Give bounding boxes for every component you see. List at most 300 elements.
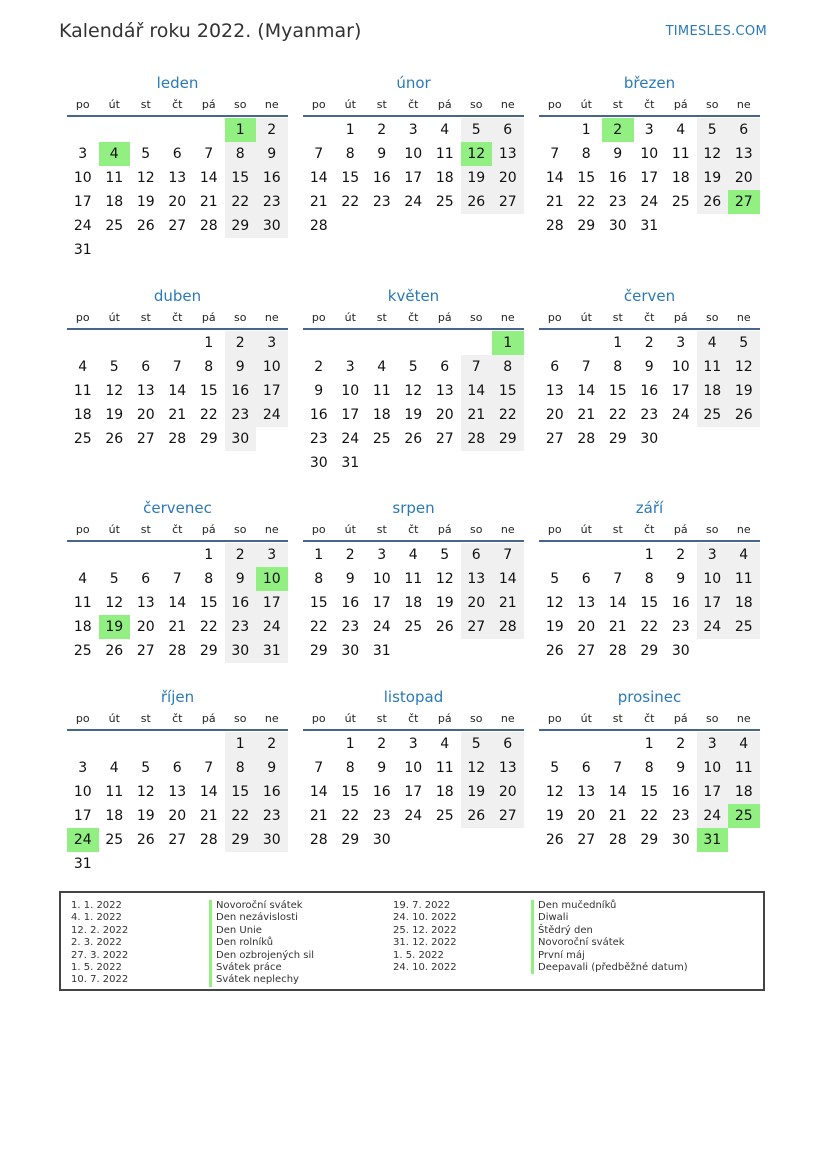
empty-cell — [99, 238, 131, 262]
day-cell: 27 — [136, 643, 155, 659]
week-row — [539, 828, 760, 852]
legend-date: 24. 10. 2022 — [393, 961, 457, 973]
day-cell: 4 — [408, 547, 418, 563]
day-cell: 7 — [314, 760, 324, 776]
day-cell: 25 — [73, 643, 92, 659]
empty-cell — [225, 238, 257, 262]
legend-left-names — [209, 900, 314, 987]
weekday-label: st — [612, 711, 623, 725]
week-row — [67, 190, 288, 214]
month-7 — [67, 497, 288, 663]
day-cell: 5 — [109, 571, 119, 587]
empty-cell — [398, 639, 430, 663]
day-cell: 30 — [309, 455, 328, 471]
week-row — [303, 118, 524, 142]
empty-cell — [539, 543, 571, 567]
day-cell: 7 — [581, 359, 591, 375]
empty-cell — [193, 118, 225, 142]
day-cell: 19 — [545, 808, 564, 824]
week-row — [539, 615, 760, 639]
day-cell: 7 — [204, 146, 214, 162]
empty-cell — [99, 732, 131, 756]
weekday-label: čt — [408, 711, 419, 725]
month-5 — [303, 285, 524, 475]
weekday-label: ne — [264, 711, 279, 725]
day-cell: 30 — [608, 218, 627, 234]
weekend-day-cell: 26 — [728, 403, 760, 427]
legend-holiday-name: Deepavali (předběžné datum) — [531, 962, 688, 974]
weekend-day-cell: 8 — [225, 142, 257, 166]
week-row — [539, 118, 760, 142]
month-name: leden — [156, 74, 199, 92]
weekend-day-cell: 7 — [492, 543, 524, 567]
day-cell: 7 — [172, 571, 182, 587]
legend-right-dates — [393, 900, 457, 974]
weekend-day-cell: 19 — [697, 166, 729, 190]
weekend-day-cell: 3 — [697, 732, 729, 756]
legend-right-names — [531, 900, 688, 974]
day-cell: 5 — [141, 146, 151, 162]
day-cell: 8 — [345, 760, 355, 776]
holiday-day-cell: 24 — [67, 828, 99, 852]
weekday-label: ne — [736, 711, 751, 725]
day-cell: 12 — [435, 571, 454, 587]
day-cell: 17 — [404, 170, 423, 186]
weekend-day-cell: 25 — [728, 615, 760, 639]
day-cell: 27 — [577, 643, 596, 659]
weekend-day-cell: 11 — [697, 355, 729, 379]
weekend-day-cell: 16 — [225, 591, 257, 615]
legend-holiday-name: Den rolníků — [209, 937, 314, 949]
weekday-header — [539, 519, 760, 539]
day-cell: 28 — [309, 218, 328, 234]
day-cell: 31 — [372, 643, 391, 659]
day-cell: 29 — [341, 832, 360, 848]
weekday-label: út — [108, 310, 120, 324]
weekend-day-cell: 17 — [697, 780, 729, 804]
weekday-label: ne — [500, 97, 515, 111]
day-cell: 16 — [671, 784, 690, 800]
weekend-day-cell: 30 — [256, 214, 288, 238]
weekend-day-cell: 29 — [492, 427, 524, 451]
day-cell: 10 — [73, 170, 92, 186]
weekend-day-cell: 11 — [728, 567, 760, 591]
day-cell: 7 — [613, 571, 623, 587]
weekend-day-cell: 28 — [461, 427, 493, 451]
weekend-day-cell: 21 — [461, 403, 493, 427]
day-cell: 4 — [440, 122, 450, 138]
weekday-label: út — [580, 711, 592, 725]
holiday-day-cell: 1 — [225, 118, 257, 142]
weekday-label: po — [311, 310, 326, 324]
day-cell: 18 — [73, 619, 92, 635]
legend-holiday-name: Novoroční svátek — [531, 937, 688, 949]
day-cell: 13 — [577, 595, 596, 611]
empty-cell — [602, 543, 634, 567]
weekend-day-cell: 17 — [256, 591, 288, 615]
day-cell: 17 — [404, 784, 423, 800]
week-row — [303, 403, 524, 427]
day-cell: 25 — [105, 218, 124, 234]
week-row — [303, 828, 524, 852]
empty-cell — [398, 828, 430, 852]
month-6 — [539, 285, 760, 451]
day-cell: 1 — [204, 335, 214, 351]
day-cell: 8 — [613, 359, 623, 375]
empty-cell — [492, 828, 524, 852]
week-row — [67, 118, 288, 142]
day-cell: 6 — [141, 359, 151, 375]
day-cell: 20 — [136, 619, 155, 635]
weekend-day-cell: 16 — [256, 166, 288, 190]
day-cell: 3 — [78, 760, 88, 776]
day-cell: 7 — [204, 760, 214, 776]
day-cell: 3 — [676, 335, 686, 351]
empty-cell — [602, 732, 634, 756]
day-cell: 8 — [314, 571, 324, 587]
weekday-label: čt — [644, 97, 655, 111]
week-row — [67, 427, 288, 451]
day-cell: 23 — [640, 407, 659, 423]
weekend-day-cell: 5 — [728, 331, 760, 355]
weekend-day-cell: 17 — [256, 379, 288, 403]
header-rule — [303, 328, 524, 330]
weekend-day-cell: 5 — [697, 118, 729, 142]
week-row — [303, 756, 524, 780]
empty-cell — [429, 828, 461, 852]
header-rule — [67, 328, 288, 330]
day-cell: 28 — [608, 832, 627, 848]
day-cell: 6 — [550, 359, 560, 375]
empty-cell — [492, 639, 524, 663]
day-cell: 21 — [199, 808, 218, 824]
day-cell: 15 — [309, 595, 328, 611]
empty-cell — [461, 331, 493, 355]
day-cell: 15 — [199, 595, 218, 611]
day-cell: 31 — [73, 856, 92, 872]
day-cell: 13 — [577, 784, 596, 800]
day-cell: 19 — [136, 194, 155, 210]
day-cell: 20 — [136, 407, 155, 423]
day-cell: 16 — [341, 595, 360, 611]
week-row — [539, 756, 760, 780]
weekday-label: čt — [408, 310, 419, 324]
empty-cell — [461, 828, 493, 852]
weekend-day-cell: 14 — [461, 379, 493, 403]
day-cell: 20 — [577, 808, 596, 824]
day-cell: 22 — [640, 808, 659, 824]
legend-holiday-name: Svátek neplechy — [209, 974, 314, 986]
empty-cell — [398, 214, 430, 238]
day-cell: 6 — [141, 571, 151, 587]
weekend-day-cell: 16 — [256, 780, 288, 804]
day-cell: 18 — [73, 407, 92, 423]
day-cell: 29 — [577, 218, 596, 234]
day-cell: 14 — [608, 784, 627, 800]
weekday-label: pá — [673, 310, 688, 324]
weekend-day-cell: 12 — [461, 756, 493, 780]
holiday-day-cell: 10 — [256, 567, 288, 591]
empty-cell — [728, 639, 760, 663]
weekday-label: po — [547, 711, 562, 725]
day-cell: 24 — [671, 407, 690, 423]
weekend-day-cell: 20 — [728, 166, 760, 190]
weekend-day-cell: 3 — [697, 543, 729, 567]
empty-cell — [697, 214, 729, 238]
month-9 — [539, 497, 760, 663]
day-cell: 23 — [671, 619, 690, 635]
weekday-label: út — [108, 711, 120, 725]
empty-cell — [162, 732, 194, 756]
day-cell: 26 — [545, 643, 564, 659]
weekday-label: út — [108, 97, 120, 111]
day-cell: 21 — [168, 407, 187, 423]
day-cell: 16 — [671, 595, 690, 611]
day-cell: 24 — [404, 808, 423, 824]
day-cell: 8 — [204, 359, 214, 375]
month-name: listopad — [383, 688, 444, 706]
day-cell: 30 — [372, 832, 391, 848]
weekday-label: st — [612, 97, 623, 111]
empty-cell — [67, 543, 99, 567]
weekend-day-cell: 15 — [225, 166, 257, 190]
empty-cell — [130, 543, 162, 567]
header-rule — [539, 729, 760, 731]
weekend-day-cell: 18 — [728, 591, 760, 615]
weekend-day-cell: 13 — [728, 142, 760, 166]
empty-cell — [67, 732, 99, 756]
weekday-label: pá — [201, 310, 216, 324]
weekday-label: pá — [437, 522, 452, 536]
day-cell: 4 — [377, 359, 387, 375]
legend-date: 10. 7. 2022 — [71, 974, 129, 986]
empty-cell — [539, 118, 571, 142]
empty-cell — [193, 852, 225, 876]
weekday-label: so — [706, 711, 719, 725]
empty-cell — [697, 639, 729, 663]
week-row — [67, 732, 288, 756]
holiday-day-cell: 2 — [602, 118, 634, 142]
weekend-day-cell: 24 — [256, 403, 288, 427]
empty-cell — [99, 118, 131, 142]
header-rule — [303, 115, 524, 117]
day-cell: 1 — [644, 547, 654, 563]
day-cell: 12 — [545, 784, 564, 800]
day-cell: 3 — [644, 122, 654, 138]
day-cell: 17 — [73, 808, 92, 824]
day-cell: 11 — [73, 383, 92, 399]
weekday-header — [67, 708, 288, 728]
header-rule — [303, 540, 524, 542]
holiday-day-cell: 19 — [99, 615, 131, 639]
weekend-day-cell: 23 — [256, 190, 288, 214]
week-row — [67, 567, 288, 591]
day-cell: 22 — [199, 619, 218, 635]
legend-holiday-name: Novoroční svátek — [209, 900, 314, 912]
weekday-label: so — [706, 97, 719, 111]
day-cell: 1 — [204, 547, 214, 563]
week-row — [303, 780, 524, 804]
weekday-label: so — [470, 97, 483, 111]
day-cell: 19 — [404, 407, 423, 423]
weekend-day-cell: 31 — [256, 639, 288, 663]
weekend-day-cell: 13 — [492, 142, 524, 166]
legend-holiday-name: Den nezávislosti — [209, 912, 314, 924]
header-rule — [539, 328, 760, 330]
holiday-day-cell: 4 — [99, 142, 131, 166]
day-cell: 6 — [581, 571, 591, 587]
weekend-day-cell: 21 — [492, 591, 524, 615]
weekday-label: so — [234, 522, 247, 536]
legend-date: 1. 1. 2022 — [71, 900, 122, 911]
weekend-day-cell: 13 — [492, 756, 524, 780]
weekend-day-cell: 6 — [461, 543, 493, 567]
empty-cell — [728, 828, 760, 852]
weekday-label: so — [706, 522, 719, 536]
weekday-label: st — [140, 97, 151, 111]
weekend-day-cell: 11 — [728, 756, 760, 780]
day-cell: 31 — [73, 242, 92, 258]
day-cell: 6 — [581, 760, 591, 776]
day-cell: 28 — [168, 643, 187, 659]
day-cell: 27 — [435, 431, 454, 447]
weekend-day-cell: 19 — [461, 166, 493, 190]
day-cell: 3 — [78, 146, 88, 162]
weekday-label: pá — [673, 711, 688, 725]
day-cell: 26 — [435, 619, 454, 635]
month-4 — [67, 285, 288, 451]
day-cell: 26 — [136, 218, 155, 234]
weekend-day-cell: 5 — [461, 732, 493, 756]
day-cell: 26 — [545, 832, 564, 848]
day-cell: 1 — [345, 736, 355, 752]
brand-link[interactable]: TIMESLES.COM — [665, 24, 767, 39]
empty-cell — [429, 331, 461, 355]
day-cell: 19 — [105, 407, 124, 423]
empty-cell — [366, 331, 398, 355]
weekend-day-cell: 4 — [728, 732, 760, 756]
weekday-label: st — [140, 522, 151, 536]
day-cell: 28 — [545, 218, 564, 234]
day-cell: 20 — [577, 619, 596, 635]
day-cell: 10 — [404, 146, 423, 162]
weekday-label: po — [75, 97, 90, 111]
empty-cell — [130, 732, 162, 756]
holiday-day-cell: 27 — [728, 190, 760, 214]
empty-cell — [398, 451, 430, 475]
empty-cell — [429, 451, 461, 475]
week-row — [303, 639, 524, 663]
empty-cell — [366, 451, 398, 475]
weekday-label: po — [547, 522, 562, 536]
day-cell: 2 — [377, 736, 387, 752]
day-cell: 22 — [608, 407, 627, 423]
day-cell: 22 — [199, 407, 218, 423]
weekend-day-cell: 10 — [697, 567, 729, 591]
weekday-label: po — [311, 522, 326, 536]
holiday-day-cell: 25 — [728, 804, 760, 828]
day-cell: 21 — [545, 194, 564, 210]
day-cell: 22 — [341, 808, 360, 824]
weekday-header — [67, 519, 288, 539]
day-cell: 2 — [314, 359, 324, 375]
day-cell: 15 — [577, 170, 596, 186]
weekday-header — [67, 94, 288, 114]
holiday-day-cell: 1 — [492, 331, 524, 355]
month-2 — [303, 72, 524, 238]
legend-date: 25. 12. 2022 — [393, 924, 457, 936]
day-cell: 11 — [73, 595, 92, 611]
weekday-label: út — [580, 97, 592, 111]
weekend-day-cell: 29 — [225, 828, 257, 852]
empty-cell — [130, 118, 162, 142]
day-cell: 25 — [372, 431, 391, 447]
weekday-label: út — [344, 310, 356, 324]
weekday-label: po — [547, 97, 562, 111]
day-cell: 20 — [168, 194, 187, 210]
weekday-label: čt — [172, 522, 183, 536]
weekend-day-cell: 8 — [492, 355, 524, 379]
day-cell: 8 — [581, 146, 591, 162]
week-row — [67, 591, 288, 615]
day-cell: 29 — [309, 643, 328, 659]
day-cell: 22 — [309, 619, 328, 635]
weekday-label: po — [75, 522, 90, 536]
empty-cell — [67, 118, 99, 142]
month-name: září — [635, 499, 664, 517]
day-cell: 8 — [644, 571, 654, 587]
day-cell: 15 — [341, 170, 360, 186]
month-name: říjen — [160, 688, 195, 706]
day-cell: 24 — [73, 218, 92, 234]
day-cell: 12 — [105, 595, 124, 611]
day-cell: 10 — [671, 359, 690, 375]
day-cell: 13 — [545, 383, 564, 399]
day-cell: 24 — [640, 194, 659, 210]
month-name: duben — [153, 287, 202, 305]
weekend-day-cell: 18 — [728, 780, 760, 804]
day-cell: 25 — [435, 194, 454, 210]
weekend-day-cell: 3 — [256, 543, 288, 567]
empty-cell — [99, 543, 131, 567]
weekday-label: so — [470, 711, 483, 725]
day-cell: 25 — [105, 832, 124, 848]
week-row — [303, 615, 524, 639]
day-cell: 13 — [136, 595, 155, 611]
weekday-label: po — [311, 97, 326, 111]
weekday-label: čt — [408, 522, 419, 536]
week-row — [539, 331, 760, 355]
legend-date: 27. 3. 2022 — [71, 949, 129, 961]
weekday-label: čt — [644, 711, 655, 725]
empty-cell — [130, 331, 162, 355]
header-rule — [539, 540, 760, 542]
day-cell: 10 — [640, 146, 659, 162]
weekday-label: ne — [500, 310, 515, 324]
weekend-day-cell: 15 — [225, 780, 257, 804]
weekday-label: út — [344, 711, 356, 725]
day-cell: 12 — [545, 595, 564, 611]
day-cell: 7 — [613, 760, 623, 776]
day-cell: 29 — [640, 643, 659, 659]
weekend-day-cell: 16 — [225, 379, 257, 403]
legend-holiday-name: Den Unie — [209, 925, 314, 937]
day-cell: 12 — [136, 784, 155, 800]
day-cell: 25 — [435, 808, 454, 824]
day-cell: 15 — [608, 383, 627, 399]
week-row — [303, 331, 524, 355]
day-cell: 30 — [640, 431, 659, 447]
